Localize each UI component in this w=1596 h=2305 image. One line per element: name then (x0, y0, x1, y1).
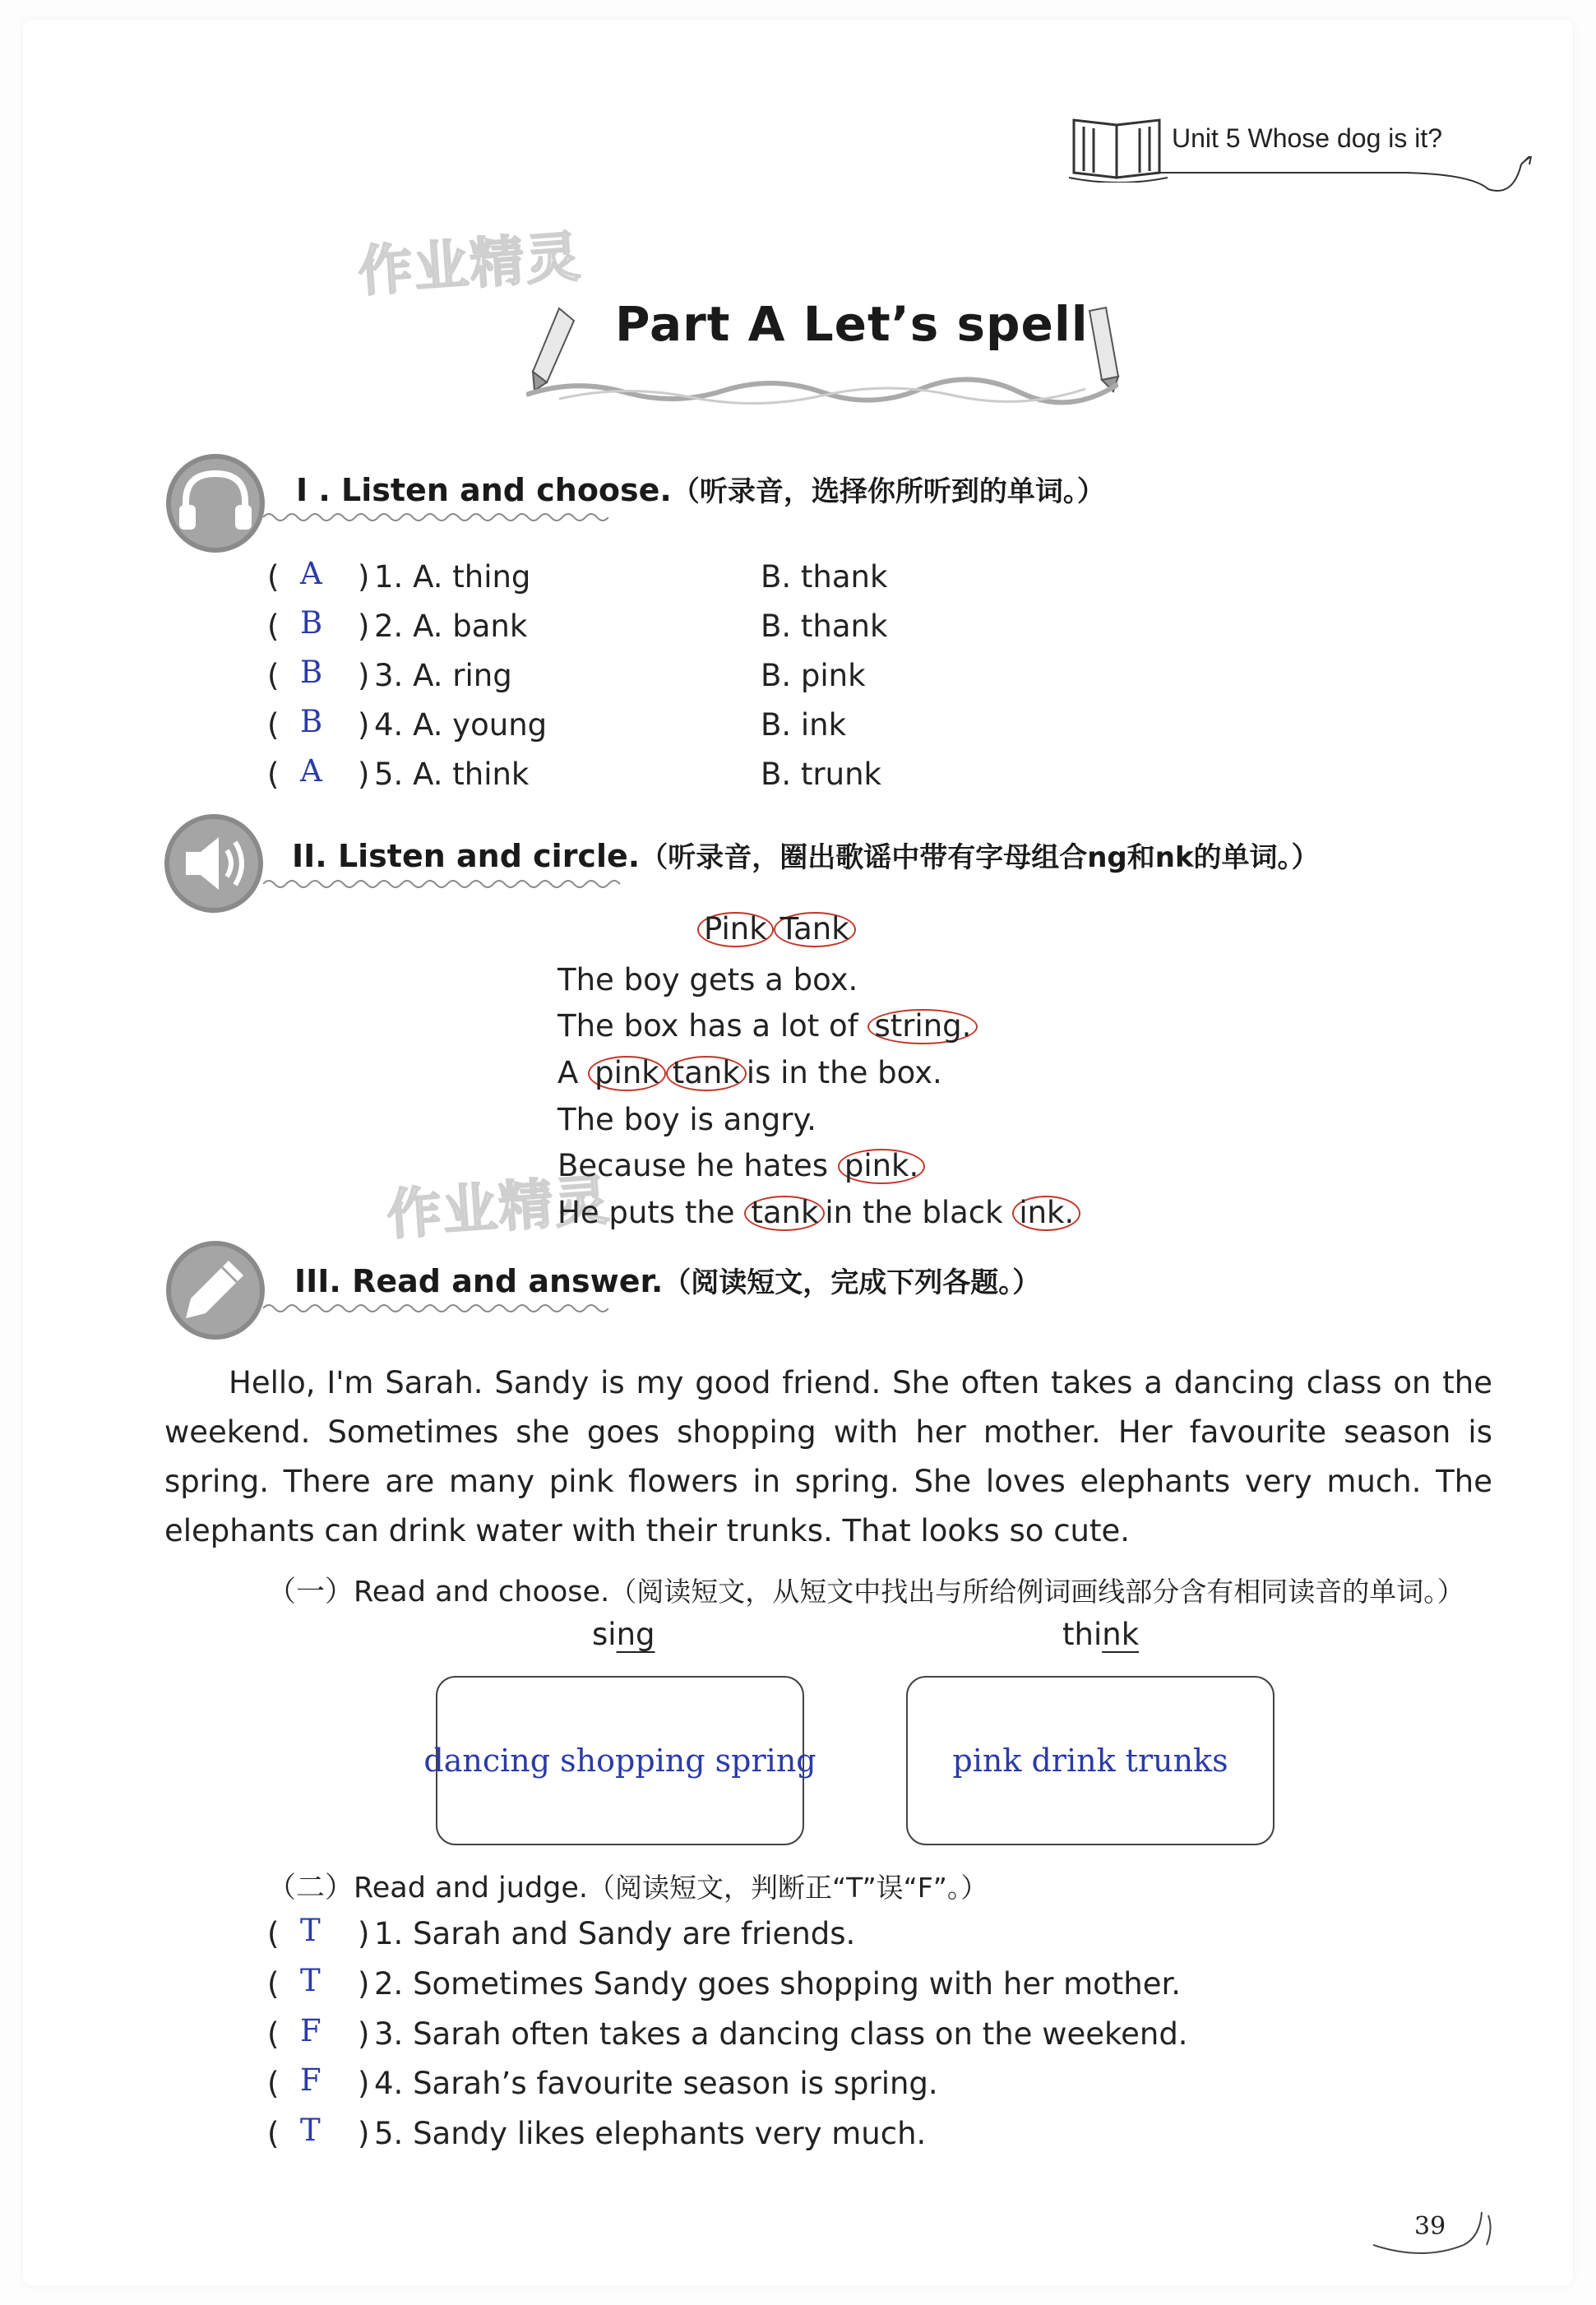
answer-box-sing (423, 1676, 817, 1845)
poem-line-6-mid: in the black (825, 1195, 1013, 1230)
answer-1: A (300, 556, 322, 591)
judge-statement-3: 3. Sarah often takes a dancing class on the weekend. (374, 2016, 1188, 2052)
answer-box-think-text: pink drink trunks (952, 1743, 1228, 1779)
judge-answer-4: F (300, 2062, 322, 2098)
watermark-top: 作业精灵 (356, 224, 584, 304)
answer-2: B (300, 605, 323, 641)
poem-line-2 (557, 1008, 978, 1044)
example-word-think-underline: nk (1102, 1617, 1140, 1652)
question-5-option-a: 5. A. think (374, 757, 530, 792)
section2-title: II. Listen and circle. (292, 838, 641, 874)
circled-word-string: string. (867, 1009, 978, 1044)
page-number-swoosh (1373, 2204, 1505, 2261)
question-3-option-a: 3. A. ring (374, 658, 512, 693)
poem-title-word-pink: Pink (697, 912, 774, 947)
title-wave-decoration (526, 374, 1118, 407)
question-row-4: ( B ) 4. A. young B. ink (267, 704, 847, 743)
poem-title (697, 911, 856, 947)
question-4-option-a: 4. A. young (374, 707, 548, 743)
answer-4: B (300, 704, 323, 739)
circled-word-tank-2: tank (744, 1196, 825, 1231)
poem-line-5 (557, 1148, 925, 1184)
judge-answer-3: F (300, 2013, 322, 2048)
answer-5: A (300, 753, 322, 789)
section1-heading (296, 469, 1105, 509)
question-2-option-a: 2. A. bank (374, 609, 528, 644)
poem-title-word-tank: Tank (774, 912, 856, 947)
part1-heading (267, 1569, 1464, 1610)
part-title: Part A Let’s spell (615, 296, 1089, 352)
poem-line-4: The boy is angry. (557, 1102, 817, 1137)
judge-row-2: ( T ) 2. Sometimes Sandy goes shopping with her mother. (267, 1963, 1182, 2002)
answer-box-sing-text: dancing shopping spring (423, 1743, 817, 1779)
part2-label: （二）Read and judge. (267, 1872, 589, 1905)
circled-word-tank: tank (666, 1056, 747, 1091)
example-word-sing (592, 1617, 655, 1652)
section3-title: III. Read and answer. (294, 1263, 664, 1299)
example-word-think-stem: thi (1062, 1617, 1103, 1652)
judge-answer-1: T (300, 1913, 321, 1948)
answer-box-think (906, 1676, 1274, 1845)
question-3-option-b: B. pink (761, 658, 866, 693)
watermark-middle: 作业精灵 (385, 1168, 613, 1247)
question-row-5: ( A ) 5. A. think B. trunk (267, 753, 881, 792)
circled-word-pink: pink (588, 1056, 666, 1091)
judge-row-4: ( F ) 4. Sarah’s favourite season is spring. (267, 2062, 938, 2101)
part1-label: （一）Read and choose. (267, 1576, 610, 1608)
example-word-think (1062, 1617, 1139, 1652)
judge-row-1: ( T ) 1. Sarah and Sandy are friends. (267, 1913, 856, 1951)
judge-answer-2: T (300, 1963, 321, 1998)
poem-line-6 (557, 1195, 1080, 1231)
section2-instruction: （听录音，圈出歌谣中带有字母组合ng和nk的单词。） (640, 841, 1320, 874)
section3-heading (294, 1260, 1040, 1300)
part2-instruction: （阅读短文，判断正“T”误“F”。） (588, 1872, 988, 1904)
judge-statement-4: 4. Sarah’s favourite season is spring. (374, 2066, 938, 2101)
question-row-1: ( A ) 1. A. thing B. thank (267, 556, 888, 595)
question-2-option-b: B. thank (761, 609, 888, 644)
poem-line-2-text: The box has a lot of (557, 1008, 868, 1044)
circled-word-pink-2: pink. (838, 1149, 925, 1184)
book-icon (1069, 109, 1168, 183)
judge-statement-1: 1. Sarah and Sandy are friends. (374, 1916, 856, 1951)
section1-instruction: （听录音，选择你所听到的单词。） (671, 475, 1105, 508)
question-row-2: ( B ) 2. A. bank B. thank (267, 605, 888, 644)
pencil-section-icon (163, 1238, 268, 1343)
unit-title: Unit 5 Whose dog is it? (1172, 123, 1443, 153)
question-1-option-b: B. thank (761, 559, 888, 595)
poem-line-3-text: A (557, 1055, 589, 1090)
circled-word-ink: ink. (1012, 1196, 1080, 1231)
question-4-option-b: B. ink (761, 707, 847, 743)
header-underline-swoosh (1159, 156, 1538, 197)
question-1-option-a: 1. A. thing (374, 559, 531, 595)
unit-header (1069, 107, 1529, 189)
part1-instruction: （阅读短文，从短文中找出与所给例词画线部分含有相同读音的单词。） (609, 1576, 1464, 1608)
answer-3: B (300, 655, 323, 690)
example-word-sing-underline: ng (616, 1617, 655, 1652)
poem-line-3-end: is in the box. (746, 1055, 942, 1090)
part2-heading (267, 1865, 988, 1906)
section2-wavy-line (263, 877, 625, 891)
judge-row-5: ( T ) 5. Sandy likes elephants very much. (267, 2113, 927, 2151)
question-5-option-b: B. trunk (761, 757, 881, 792)
poem-line-5-text: Because he hates (557, 1148, 838, 1183)
question-row-3: ( B ) 3. A. ring B. pink (267, 655, 866, 693)
poem-line-1: The boy gets a box. (557, 962, 858, 997)
section3-instruction: （阅读短文，完成下列各题。） (663, 1266, 1041, 1299)
poem-line-6-text: He puts the (557, 1195, 745, 1230)
judge-statement-5: 5. Sandy likes elephants very much. (374, 2116, 927, 2151)
speaker-icon (161, 811, 266, 916)
judge-statement-2: 2. Sometimes Sandy goes shopping with her mother. (374, 1966, 1182, 2002)
section3-wavy-line (263, 1301, 608, 1316)
section1-title: I . Listen and choose. (296, 472, 672, 508)
poem-line-3 (557, 1055, 942, 1091)
judge-row-3: ( F ) 3. Sarah often takes a dancing class on the weekend. (267, 2013, 1188, 2052)
headphones-icon (163, 451, 268, 556)
section1-wavy-line (263, 510, 608, 525)
example-word-sing-stem: si (592, 1617, 617, 1652)
reading-passage: Hello, I'm Sarah. Sandy is my good friend. She often takes a dancing class on the weekend. Sometimes she goes shopping with her mother. Her favourite season is spring. There are many pink flowers in spring. She loves elephants very much. The elephants can drink water with their trunks. That looks so cute. (164, 1365, 1492, 1548)
page-number: 39 (1414, 2212, 1446, 2241)
judge-answer-5: T (300, 2113, 321, 2148)
section2-heading (292, 835, 1320, 875)
